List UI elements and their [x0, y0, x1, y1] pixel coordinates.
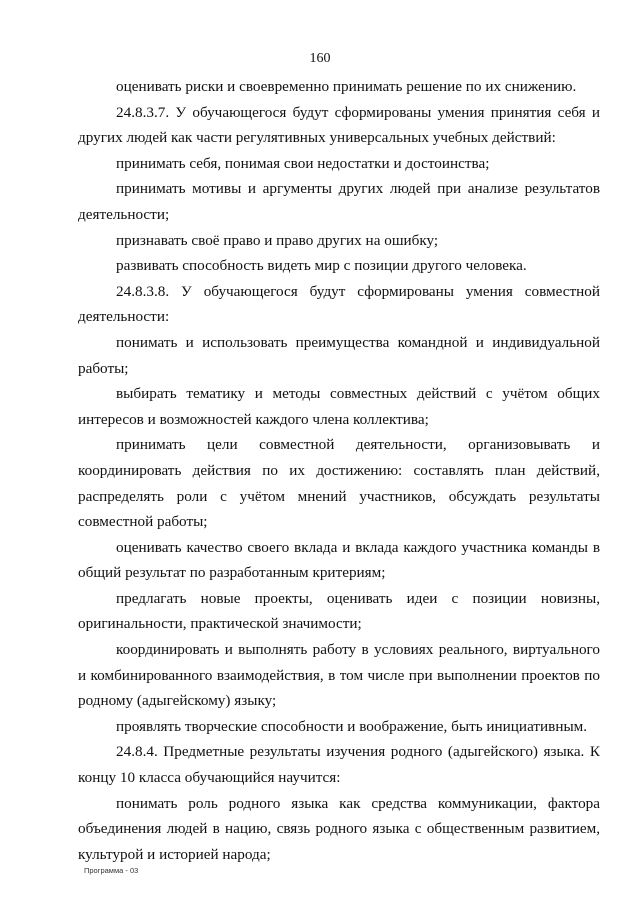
paragraph: предлагать новые проекты, оценивать идеи с позиции новизны, оригинальности, практической значимости;	[78, 589, 600, 633]
paragraph: развивать способность видеть мир с позиции другого человека.	[116, 257, 527, 275]
document-body	[78, 74, 600, 867]
paragraph: оценивать качество своего вклада и вклада каждого участника команды в общий результат по разработанным критериям;	[78, 538, 600, 582]
paragraph: 24.8.3.8. У обучающегося будут сформированы умения совместной деятельности:	[78, 282, 600, 326]
paragraph: проявлять творческие способности и воображение, быть инициативным.	[116, 717, 588, 735]
paragraph: понимать роль родного языка как средства коммуникации, фактора объединения людей в нацию, связь родного языка с общественным развитием, культурой и историей народа;	[78, 794, 600, 863]
footer-text: Программа - 03	[84, 866, 139, 875]
paragraph: 24.8.3.7. У обучающегося будут сформированы умения принятия себя и других людей как части регулятивных универсальных учебных действий:	[78, 103, 600, 147]
page-number: 160	[309, 51, 331, 66]
paragraph: принимать себя, понимая свои недостатки и достоинства;	[116, 154, 490, 172]
paragraph: признавать своё право и право других на ошибку;	[116, 231, 439, 249]
paragraph: оценивать риски и своевременно принимать решение по их снижению.	[116, 78, 577, 95]
paragraph: 24.8.4. Предметные результаты изучения родного (адыгейского) языка. К концу 10 класса обучающийся научится:	[78, 743, 600, 787]
paragraph: понимать и использовать преимущества командной и индивидуальной работы;	[78, 333, 600, 377]
paragraph: принимать цели совместной деятельности, организовывать и координировать действия по их достижению: составлять план действий, распределять роли с учётом мнений участников, обсуждать результаты совместной работы;	[78, 436, 600, 531]
paragraph: принимать мотивы и аргументы других людей при анализе результатов деятельности;	[78, 180, 600, 223]
paragraph: выбирать тематику и методы совместных действий с учётом общих интересов и возможностей каждого члена коллектива;	[78, 385, 600, 428]
paragraph: координировать и выполнять работу в условиях реального, виртуального и комбинированного взаимодействия, в том числе при выполнении проектов по родному (адыгейскому) языку;	[78, 641, 600, 710]
